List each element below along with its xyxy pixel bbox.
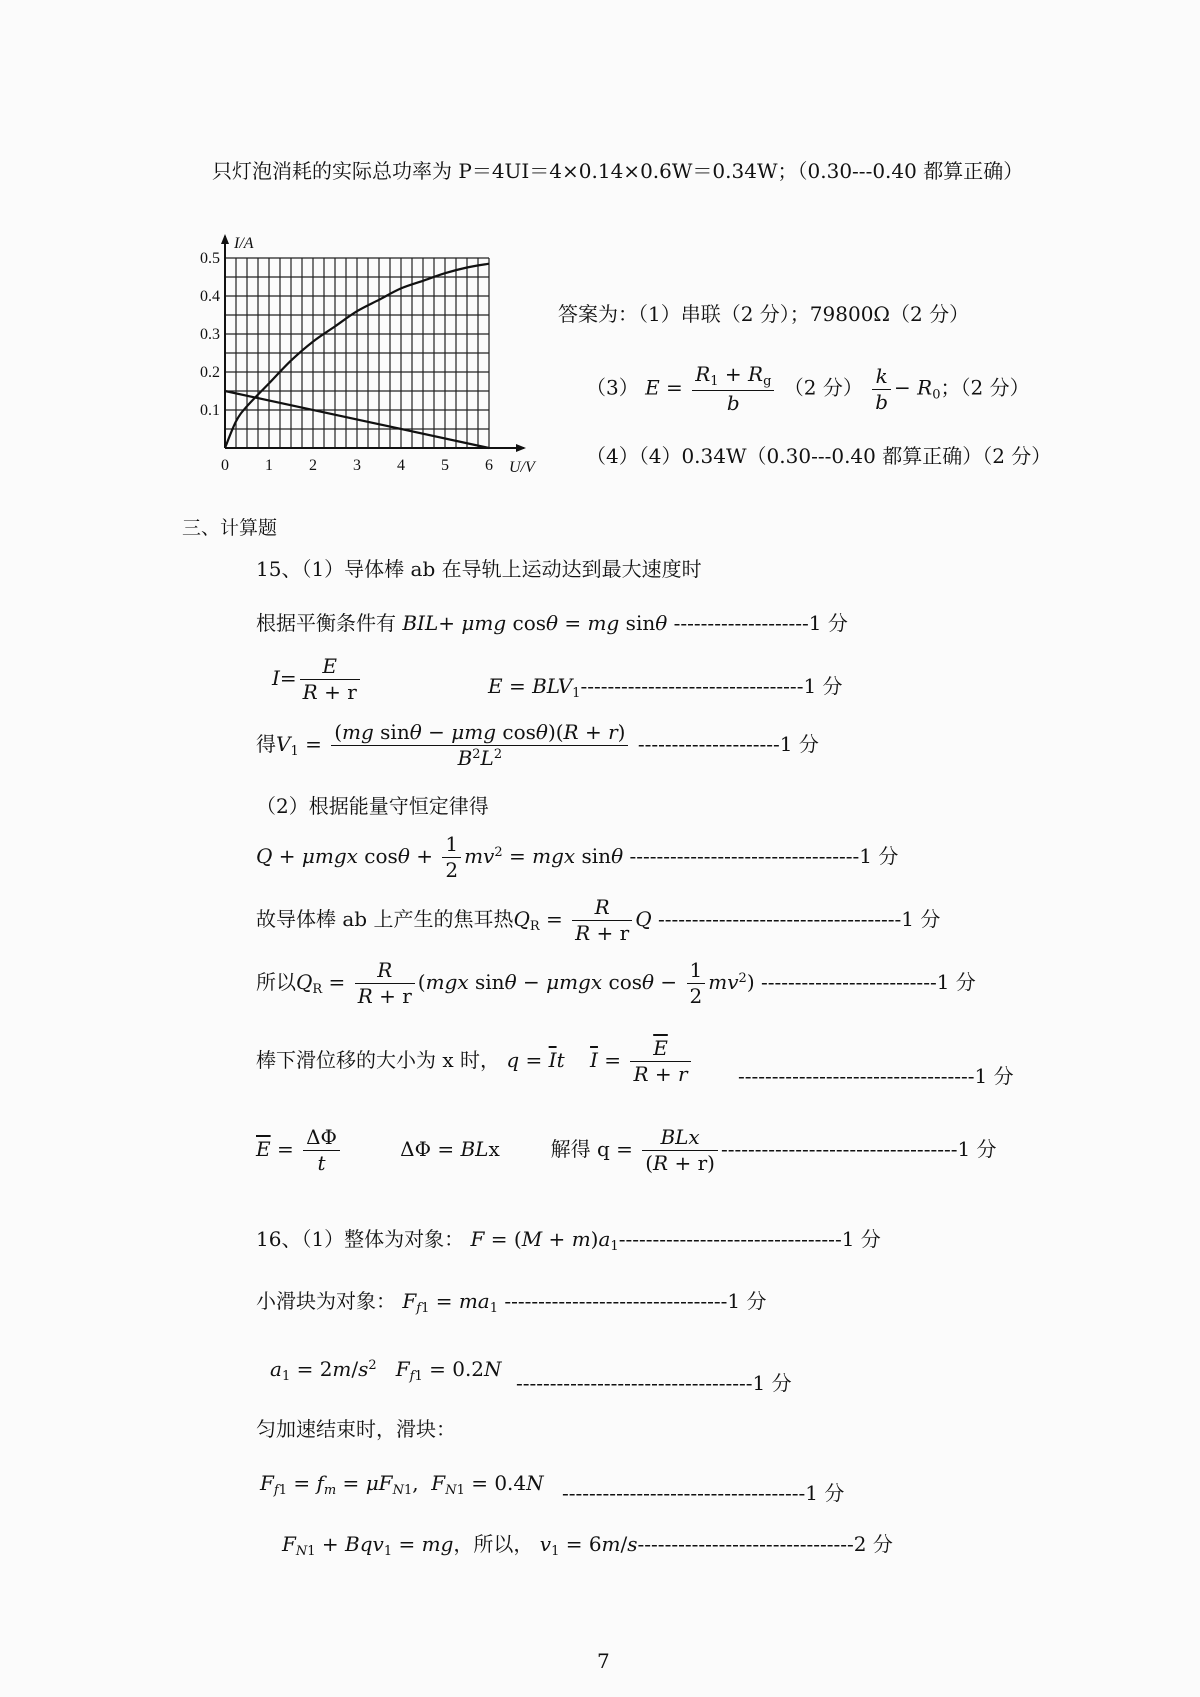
y-tick-label: 0.3 [200,326,220,343]
top-line: 只灯泡消耗的实际总功率为 P＝4UI＝4×0.14×0.6W＝0.34W；（0.30---0.40 都算正确） [212,159,1024,183]
y-tick-label: 0.1 [200,402,220,419]
x-tick-label: 5 [441,457,449,474]
q16-slider: 小滑块为对象： $F_{f1} = ma_1$ ---------------------------------1 分 [256,1289,767,1316]
score: ---------------------------------1 分 [580,674,843,698]
q15-charge: 棒下滑位移的大小为 x 时， $q = \overline{I}t$ $\overline{I}$ = $\frac{\overline{E}}{R + r}$ [256,1036,694,1087]
score: -----------------------------------1 分 [720,1137,997,1161]
score: --------------------------------2 分 [637,1532,893,1556]
x-tick-label: 2 [309,457,317,474]
answer-3-prefix: （3） [586,375,639,400]
y-tick-label: 0.5 [200,250,220,267]
page-number: 7 [597,1649,610,1673]
answer-line-4: （4）（4）0.34W（0.30---0.40 都算正确）（2 分） [586,444,1052,468]
x-axis-arrow [516,444,526,452]
q15-part2-head: （2）根据能量守恒定律得 [256,794,489,818]
frac-k-over-b: $\frac{k}{b}$ [872,364,891,415]
q15-flux: $\overline{E}$ = $\frac{\Delta\Phi}{t}$ ΔΦ = BLx 解得 q = $\frac{\text{BLx}}{(R + r)}$ -----------------------------------1 分 [256,1125,997,1175]
q16-v1: $F_{N1} + Bqv_1$ = mg，所以， $v_1 = 6m/s--------------------------------2$ 分 [282,1532,893,1559]
frac-r1-rg-over-b: $\frac{R_1 + R_g}{b}$ [692,362,774,416]
q15-part1-head: 15、（1）导体棒 ab 在导轨上运动达到最大速度时 [256,557,702,581]
q16-score4: ------------------------------------1 分 [562,1481,845,1505]
section-title: 三、计算题 [182,517,278,539]
score: --------------------------1 分 [761,970,976,994]
q15-v1: 得$V_1$ = $\frac{\text{(mg sinθ − μmg cosθ)(R + r)}}{B^2L^2}$ ---------------------1 分 [256,720,819,770]
q15-energy: Q + μmgx cosθ + $\frac{1}{2}$ $mv^2$ = mgx sinθ ----------------------------------1 分 [256,832,899,882]
answer-line-3: （3） E = $\frac{R_1 + R_g}{b}$ （2 分） $\frac{k}{b}$ − $R_0$；（2 分） [586,362,1030,416]
q15-emf: $E = BLV_1---------------------------------1$ 分 [488,674,843,701]
x-tick-label: 6 [485,457,493,474]
score: ---------------------1 分 [637,732,819,756]
score: ------------------------------------1 分 [658,907,941,931]
score: ----------------------------------1 分 [629,844,899,868]
q15-score7: -----------------------------------1 分 [738,1064,1014,1088]
score: ---------------------------------1 分 [504,1289,767,1313]
q16-end-head: 匀加速结束时，滑块： [256,1417,456,1441]
chart-axes [221,234,526,452]
y-tick-label: 0.4 [200,288,220,305]
y-axis-label: I/A [234,235,254,252]
answer-line-1: 答案为：（1）串联（2 分）；79800Ω（2 分） [558,302,970,326]
q16-values: $a_1 = 2m/s^2$ $F_{f1} = 0.2N$ [270,1357,502,1384]
x-axis-label: U/V [509,459,535,476]
x-tick-label: 0 [221,457,229,474]
score: --------------------1 分 [673,611,848,635]
q15-qr: 所以$Q_R$ = $\frac{R}{R + r}$ (mgx sinθ − μmgx cosθ − $\frac{1}{2}$ $mv^2$) --------------------------1 分 [256,958,976,1008]
answer-3-suffix: ；（2 分） [940,375,1030,400]
q15-balance: 根据平衡条件有 BIL+ μmg cosθ = mg sinθ --------------------1 分 [256,611,848,635]
q15-current: I= $\frac{E}{R + r}$ [272,654,363,705]
q16-score3: -----------------------------------1 分 [516,1371,792,1395]
x-tick-label: 4 [397,457,405,474]
q16-friction: $F_{f1} = f_m = \mu F_{N1}$, $F_{N1} = 0.4N$ [260,1471,544,1498]
x-tick-label: 3 [353,457,361,474]
x-tick-label: 1 [265,457,273,474]
q15-heat: 故导体棒 ab 上产生的焦耳热$Q_R$ = $\frac{R}{R + r}$ Q ------------------------------------1 分 [256,895,941,945]
y-tick-label: 0.2 [200,364,220,381]
answer-3-mid: （2 分） [783,375,863,400]
y-axis-arrow [221,234,229,244]
q16-whole: 16、（1）整体为对象： $F = (M + m)a_1---------------------------------1$ 分 [256,1227,881,1254]
score: ---------------------------------1 分 [618,1227,881,1251]
iu-chart [170,215,550,480]
